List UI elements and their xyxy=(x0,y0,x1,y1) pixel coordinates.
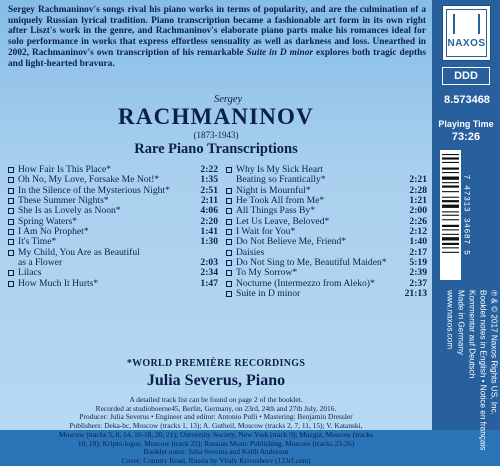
barcode-bar xyxy=(442,162,459,163)
track-duration: 1:47 xyxy=(200,277,218,289)
track-duration: 2:34 xyxy=(200,267,218,279)
track-row xyxy=(8,279,218,289)
track-title xyxy=(18,248,190,269)
track-title-line: Lilacs xyxy=(18,267,42,279)
track-box-icon xyxy=(8,177,14,183)
track-duration: 2:11 xyxy=(200,195,218,207)
track-box-icon xyxy=(226,208,232,214)
composer-surname: RACHMANINOV xyxy=(118,104,314,129)
barcode-bar xyxy=(442,229,459,230)
track-duration: 2:12 xyxy=(409,226,427,238)
track-box-icon xyxy=(8,198,14,204)
track-title-line: These Summer Nights* xyxy=(18,195,109,207)
track-duration: 1:21 xyxy=(409,195,427,207)
rights-text: ℗ & © 2017 Naxos Rights US, Inc. xyxy=(489,290,499,415)
credit-line: Producer: Julia Severus • Engineer and editor: Antonio Pulli • Mastering: Benjamin Dressler xyxy=(79,412,353,422)
logo-text: NAXOS xyxy=(447,38,486,49)
catalogue-number: 8.573468 xyxy=(444,94,490,106)
track-title-line: In the Silence of the Mysterious Night* xyxy=(18,184,170,196)
ddd-badge: DDD xyxy=(442,67,490,85)
track-title-line: Beating so Frantically* xyxy=(236,174,326,186)
track-title-line: Oh No, My Love, Forsake Me Not!* xyxy=(18,174,160,186)
composer-years: (1873-1943) xyxy=(193,130,239,140)
track-title xyxy=(18,279,190,289)
barcode xyxy=(440,150,461,280)
rights-text: Booklet notes in English • Notice en français xyxy=(478,290,488,451)
track-title-line: Nocturne (Intermezzo from Aleko)* xyxy=(236,277,375,289)
track-box-icon xyxy=(8,188,14,194)
track-title-line: He Took All from Me* xyxy=(236,195,325,207)
track-box-icon xyxy=(226,260,232,266)
track-box-icon xyxy=(226,239,232,245)
credits-block xyxy=(6,396,426,466)
premiere-note: *WORLD PREMIÈRE RECORDINGS xyxy=(126,358,306,369)
track-box-icon xyxy=(8,239,14,245)
track-duration: 2:28 xyxy=(409,184,427,196)
track-title-line: I Am No Prophet* xyxy=(18,226,89,238)
track-row xyxy=(8,248,218,269)
track-row xyxy=(226,165,427,186)
track-duration: 21:13 xyxy=(404,288,427,300)
intro-text-italic: Suite in D minor xyxy=(246,47,314,58)
track-duration: 2:51 xyxy=(200,184,218,196)
barcode-bar xyxy=(442,168,459,170)
barcode-bar xyxy=(442,182,459,183)
track-title-line: Spring Waters* xyxy=(18,215,78,227)
track-title-line: She Is as Lovely as Noon* xyxy=(18,205,121,217)
barcode-bar xyxy=(442,191,459,192)
credit-line: Moscow (tracks 5, 8, 14, 16-18, 20, 21); University Society, New York (track 9); Muzgiz, Moscow (tracks xyxy=(59,429,373,439)
track-title-line: Why Is My Sick Heart xyxy=(236,164,323,175)
track-title-line: All Things Pass By* xyxy=(236,205,315,217)
track-duration: 1:41 xyxy=(200,226,218,238)
barcode-bar xyxy=(442,234,459,235)
credit-line: Booklet notes: Julia Severus and Keith Anderson xyxy=(143,447,289,457)
barcode-bar xyxy=(442,219,459,220)
track-duration: 1:40 xyxy=(409,236,427,248)
barcode-bar xyxy=(442,252,459,253)
track-title-line: Let Us Leave, Beloved* xyxy=(236,215,330,227)
track-row xyxy=(226,289,427,299)
barcode-bar xyxy=(442,177,459,180)
barcode-bar xyxy=(442,197,459,198)
track-duration: 2:00 xyxy=(409,205,427,217)
track-title-line: How Much It Hurts* xyxy=(18,277,99,289)
barcode-bar xyxy=(442,247,459,248)
track-duration: 4:06 xyxy=(200,205,218,217)
track-box-icon xyxy=(8,270,14,276)
track-duration: 2:26 xyxy=(409,215,427,227)
track-box-icon xyxy=(226,167,232,173)
tracklist-left xyxy=(8,165,218,289)
track-duration: 2:22 xyxy=(200,164,218,175)
track-title-line: Night is Mournful* xyxy=(236,184,311,196)
credit-line: Cover: Country Road, Russia by Vitaly Krivosheev (123rf.com) xyxy=(121,455,311,465)
track-title-line: I Wait for You* xyxy=(236,226,296,238)
track-title xyxy=(236,165,399,186)
barcode-bar xyxy=(442,215,459,216)
barcode-bar xyxy=(442,157,459,159)
track-box-icon xyxy=(226,198,232,204)
intro-text-2: explores both tragic depths and light-hearted bravura. xyxy=(8,47,426,69)
barcode-digits: 7 47313 34687 5 xyxy=(461,174,471,256)
credit-line: 10, 19); Kripto-logos, Moscow (track 22); Russian Music Publishing, Moscow (tracks 23-26) xyxy=(77,438,355,448)
performer: Julia Severus, Piano xyxy=(146,372,286,389)
track-title-line: Daisies xyxy=(236,246,265,258)
naxos-logo xyxy=(442,5,491,61)
track-title-line: How Fair Is This Place* xyxy=(18,164,112,175)
track-box-icon xyxy=(226,281,232,287)
track-duration: 2:20 xyxy=(200,215,218,227)
track-duration: 2:37 xyxy=(409,277,427,289)
barcode-bar xyxy=(442,154,459,155)
barcode-bar xyxy=(442,172,459,173)
track-box-icon xyxy=(226,250,232,256)
barcode-bar xyxy=(442,211,459,212)
intro-paragraph xyxy=(8,5,426,69)
rights-line xyxy=(478,290,488,451)
tracklist-right xyxy=(226,165,427,299)
rights-line xyxy=(467,290,477,420)
rights-line xyxy=(456,290,466,420)
track-box-icon xyxy=(226,219,232,225)
credit-line: Publishers: Deka-bc, Moscow (tracks 1, 13); A. Gutheil, Moscow (tracks 2, 7, 11, 15); V. Katanski, xyxy=(69,421,363,431)
track-title-line: Do Not Believe Me, Friend* xyxy=(236,236,347,248)
track-box-icon xyxy=(8,219,14,225)
track-title-line: It's Time* xyxy=(18,236,57,248)
rights-line[interactable] xyxy=(445,290,455,420)
track-duration: 2:39 xyxy=(409,267,427,279)
track-duration: 2:17 xyxy=(409,246,427,258)
track-title-line: Suite in D minor xyxy=(236,288,301,300)
playing-time-label: Playing Time xyxy=(438,119,494,129)
barcode-bar xyxy=(442,243,459,245)
barcode-bar xyxy=(442,225,459,227)
album-title: Rare Piano Transcriptions xyxy=(134,141,298,157)
track-title-line: To My Sorrow* xyxy=(236,267,298,279)
track-box-icon xyxy=(8,208,14,214)
website-link[interactable]: www.naxos.com xyxy=(445,290,455,350)
track-box-icon xyxy=(226,291,232,297)
playing-time-value: 73:26 xyxy=(451,131,481,143)
track-title-line: Do Not Sing to Me, Beautiful Maiden* xyxy=(236,257,387,269)
track-box-icon xyxy=(8,167,14,173)
barcode-bars xyxy=(440,150,461,280)
composer-first-name: Sergey xyxy=(214,94,243,105)
rights-text: Made in Germany xyxy=(456,290,466,356)
logo-temple-icon xyxy=(453,14,480,34)
track-duration: 5:19 xyxy=(409,257,427,269)
barcode-bar xyxy=(442,237,459,240)
track-duration: 2:03 xyxy=(200,257,218,269)
track-title xyxy=(236,289,399,299)
rights-line xyxy=(489,290,499,420)
barcode-bar xyxy=(442,186,459,188)
barcode-bar xyxy=(442,205,459,208)
track-box-icon xyxy=(8,281,14,287)
track-duration: 2:21 xyxy=(409,174,427,186)
credit-line: Recorded at studioboerne45, Berlin, Germany, on 23rd, 24th and 27th July, 2016. xyxy=(95,403,337,413)
track-box-icon xyxy=(226,270,232,276)
track-duration: 1:35 xyxy=(200,174,218,186)
credit-line: A detailed track list can be found on page 2 of the booklet. xyxy=(129,395,303,404)
rights-text: Kommentar auf Deutsch xyxy=(467,290,477,379)
barcode-number xyxy=(462,150,470,280)
barcode-bar xyxy=(442,200,459,202)
track-duration: 1:30 xyxy=(200,236,218,248)
track-title-line: My Child, You Are as Beautiful xyxy=(18,246,140,258)
track-title-line: as a Flower xyxy=(18,257,63,269)
track-box-icon xyxy=(226,188,232,194)
intro-text-1: Sergey Rachmaninov's songs rival his piano works in terms of popularity, and are the culmination of a uniquely Russian lyrical tradition. Piano transcription became a fashionable art form in its own right after Liszt's work in the genre, and Rachmaninov's elaborate piano parts make his romances ideal for solo performance in works that express effortless sensuality as well as darkness and loss. Unearthed in 2002, Rachmaninov's own transcription of his remarkable xyxy=(8,5,426,58)
track-box-icon xyxy=(8,250,14,256)
track-box-icon xyxy=(226,229,232,235)
track-box-icon xyxy=(8,229,14,235)
